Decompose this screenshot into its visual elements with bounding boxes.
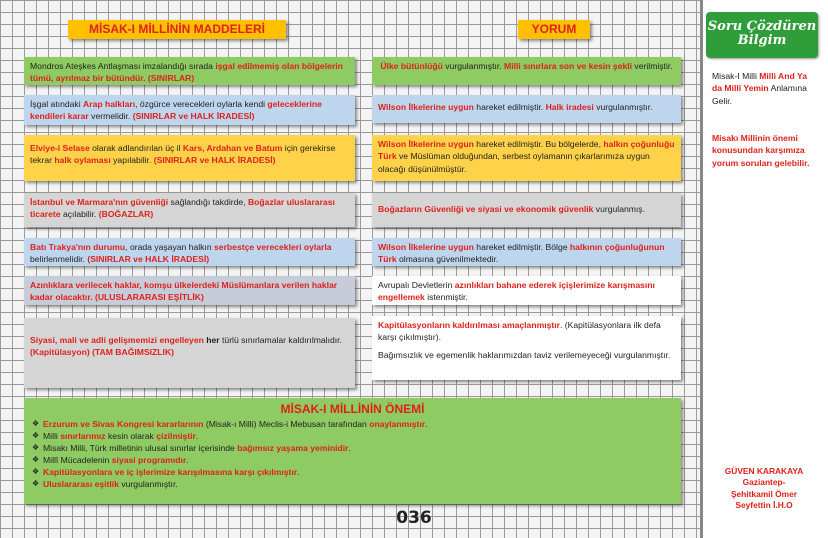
article-6 (24, 276, 355, 305)
highlight: (SINIRLAR ve HALK İRADESİ) (87, 254, 210, 265)
header-right: YORUM (518, 20, 590, 39)
text: hareket edilmiştir. Bu bölgelerde, (473, 139, 604, 149)
text: , orada yaşayan halkın (125, 242, 215, 252)
article-5 (24, 238, 355, 266)
header-left: MİSAK-I MİLLİNİN MADDELERİ (68, 20, 286, 39)
list-item (32, 442, 673, 454)
highlight: işgal edilmemiş olan bölgelerin tümü, ayrılmaz bir bütündür. (SINIRLAR) (30, 61, 343, 84)
text: yapılabilir. (110, 155, 154, 166)
highlight: siyasi programıdır (111, 455, 187, 466)
text: . (195, 431, 199, 442)
article-1 (24, 57, 355, 85)
text: vurgulanmış. (593, 204, 645, 214)
highlight: Boğazların Güvenliği ve siyasi ve ekonomik güvenlik (378, 204, 594, 214)
highlight: Wilson İlkelerine uygun (378, 102, 474, 112)
text: Millî Mücadelenin (43, 455, 112, 466)
text: . (186, 455, 189, 466)
comment-1 (372, 57, 681, 85)
text: vurgulanmıştır. (442, 61, 505, 71)
text: olarak adlandırılan üç il (89, 143, 183, 153)
highlight: Wilson İlkelerine uygun (378, 139, 474, 149)
page-number: 036 (396, 508, 432, 528)
text: Misakı Milli, Türk milletinin ulusal sınırlar içerisinde (43, 443, 238, 454)
text: olmasına güvenilmektedir. (396, 254, 499, 265)
text: ve Müslüman olduğundan, serbest oylamanın çıkarlarımıza uygun olacağı düşünülmüştür. (378, 151, 650, 174)
text: açılabilir. (60, 209, 99, 220)
text: Anlamına Gelir. (712, 83, 807, 106)
article-7 (24, 318, 355, 388)
highlight: bağımsız yaşama yeminidir (237, 443, 349, 454)
highlight: Erzurum ve Sivas Kongresi kararlarının (43, 419, 204, 429)
highlight: halkın çoğunluğu Türk (378, 139, 675, 162)
list-item (32, 454, 673, 466)
comment-6 (372, 276, 681, 305)
text: (Misak-ı Milli) Meclis-i Mebusan tarafından (203, 419, 370, 429)
comment-4 (372, 193, 681, 227)
author-credit: GÜVEN KARAKAYA Gaziantep- Şehitkamil Ömer Seyfettin İ.H.O (724, 466, 804, 511)
highlight: Boğazlar uluslararası ticarete (30, 197, 335, 220)
importance-panel (24, 398, 681, 504)
text: . (348, 443, 351, 454)
highlight: Arap halkları (83, 99, 136, 109)
highlight: onaylanmıştır (369, 419, 426, 429)
highlight: Siyasi, mali ve adli gelişmemizi engelleyen (30, 335, 207, 345)
article-3 (24, 135, 355, 181)
highlight: halk oylaması (54, 155, 111, 166)
highlight: Kars, Ardahan ve Batum (182, 143, 283, 153)
bold-text: her (206, 335, 220, 345)
text: vurgulanmıştır. (118, 479, 178, 490)
list-item (32, 466, 673, 478)
highlight: serbestçe verecekleri oylarla (214, 242, 332, 252)
highlight: Kapitülasyonların kaldırılması amaçlanmıştır (378, 320, 560, 330)
highlight: İstanbul ve Marmara'nın güvenliği (30, 197, 169, 207)
text: türlü sınırlamalar kaldırılmalıdır. (219, 335, 342, 345)
comment-7-line-1 (378, 319, 675, 344)
brand-logo (706, 12, 818, 58)
text: . (Kapitülasyonlara ilk defa karşı çıkılmıştır). (378, 320, 661, 343)
highlight: Kapitülasyonlara ve iç işlerimize karışılmasına karşı çıkılmıştır (43, 467, 298, 478)
highlight: azınlıkları bahane ederek içişlerimize karışmasını engellemek (378, 280, 655, 303)
text: Misak-I Milli (712, 71, 760, 81)
importance-list (32, 418, 673, 490)
text: İşgal atındaki (30, 99, 84, 109)
logo-line-1: Soru Çözdüren (707, 19, 817, 34)
list-item (32, 478, 673, 490)
highlight: çizilmiştir (156, 431, 196, 442)
text: hareket edilmiştir. Bölge (473, 242, 570, 252)
highlight: (SINIRLAR ve HALK İRADESİ) (153, 155, 276, 166)
highlight: Ülke bütünlüğü (380, 61, 443, 71)
highlight: Elviye-i Selase (30, 143, 90, 153)
highlight: Batı Trakya'nın durumu (30, 242, 126, 252)
highlight: geleceklerine kendileri karar (30, 99, 322, 122)
text: için gerekirse tekrar (30, 143, 336, 166)
comment-7-line-2: Bağımsızlık ve egemenlik haklarımızdan taviz verilemeyeceği vurgulanmıştır. (378, 349, 671, 360)
list-item (32, 418, 673, 430)
article-4 (24, 193, 355, 227)
highlight: (Kapitülasyon) (TAM BAĞIMSIZLIK) (30, 347, 175, 358)
text: Milli (43, 431, 61, 442)
text: istenmiştir. (424, 292, 468, 303)
text: hareket edilmiştir. (473, 102, 546, 112)
highlight: (BOĞAZLAR) (98, 209, 154, 220)
article-2 (24, 95, 355, 125)
text: , özgürce verecekleri oylarla kendi (135, 99, 268, 109)
comment-2 (372, 95, 681, 123)
highlight: Halk iradesi (545, 102, 594, 112)
list-item (32, 430, 673, 442)
text: vermelidir. (88, 111, 133, 122)
text: . (425, 419, 428, 429)
text: kesin olarak (105, 431, 157, 442)
highlight: sınırlarımız (60, 431, 106, 442)
comment-3 (372, 135, 681, 181)
text: vurgulanmıştır. (593, 102, 653, 112)
comment-5 (372, 238, 681, 266)
highlight: Uluslararası eşitlik (43, 479, 119, 490)
highlight: Wilson İlkelerine uygun (378, 242, 474, 252)
text: verilmiştir. (632, 61, 673, 71)
sidebar-note: Misakı Millinin önemi konusundan karşımıza yorum soruları gelebilir. (712, 133, 810, 168)
highlight: halkının çoğunluğunun Türk (378, 242, 665, 265)
highlight: (SINIRLAR ve HALK İRADESİ) (132, 111, 255, 122)
text: sağlandığı takdirde, (168, 197, 248, 207)
text: Avrupalı Devletlerin (378, 280, 455, 290)
highlight: Azınlıklara verilecek haklar, komşu ülkelerdeki Müslümanlara verilen haklar kadar olacaktır. (ULUSLARARASI EŞİTLİK) (30, 280, 338, 303)
comment-7 (372, 316, 681, 380)
logo-line-2: Bilgim (737, 33, 787, 48)
sidebar-intro (712, 70, 818, 107)
highlight: Milli And Ya da Milli Yemin (712, 71, 808, 94)
text: Mondros Ateşkes Antlaşması imzalandığı sırada (30, 61, 216, 71)
text: belirlenmelidir. (30, 254, 88, 265)
text: . (297, 467, 300, 478)
highlight: Milli sınırlara son ve kesin şekli (504, 61, 633, 71)
importance-title: MİSAK-I MİLLİNİN ÖNEMİ (280, 402, 425, 416)
